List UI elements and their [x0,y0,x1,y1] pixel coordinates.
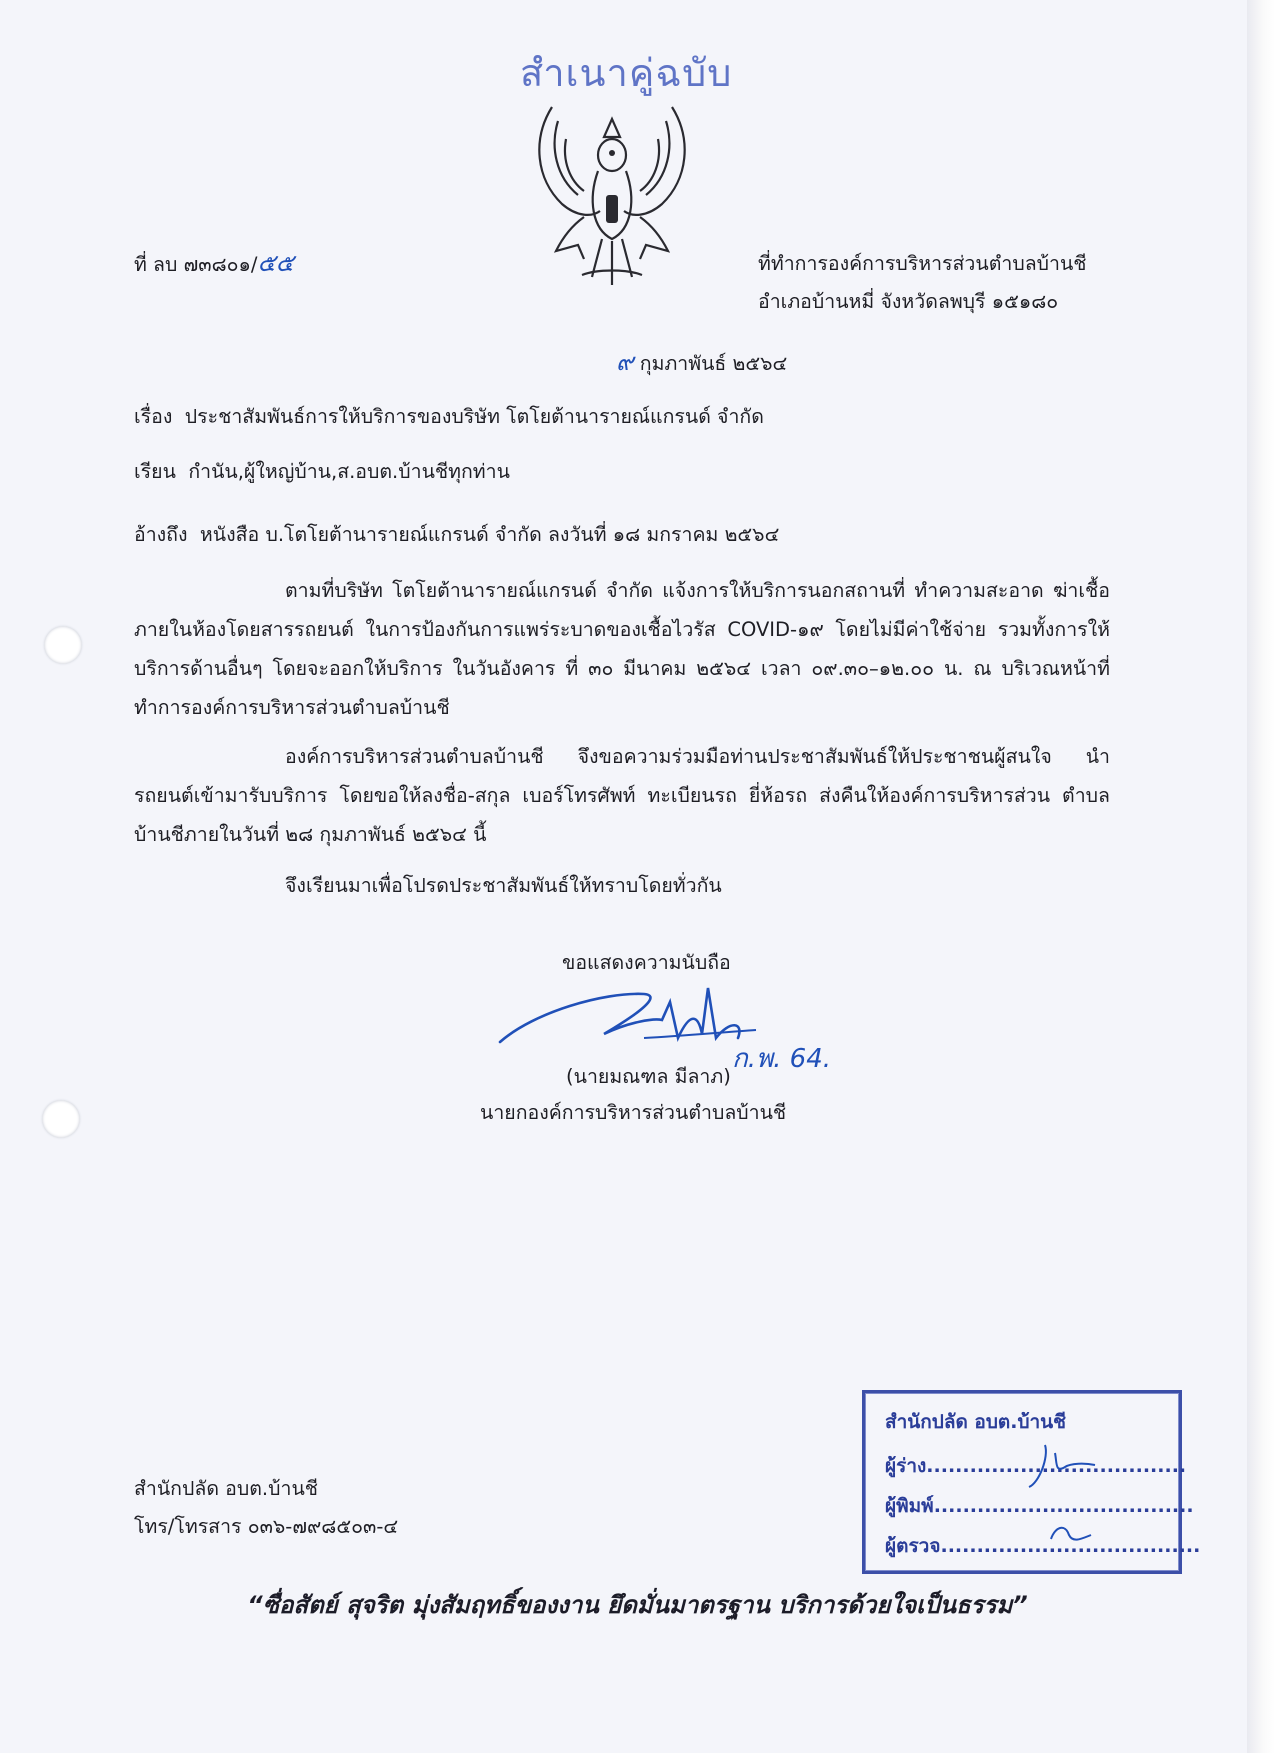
letter-date [616,349,787,377]
garuda-emblem-icon [522,99,702,289]
subject-line [134,404,764,430]
body-paragraph-2-text: องค์การบริหารส่วนตำบลบ้านชี จึงขอความร่วมมือท่านประชาสัมพันธ์ให้ประชาชนผู้สนใจ นำรถยนต์เข้ามารับบริการ โดยขอให้ลงชื่อ-สกุล เบอร์โทรศัพท์ ทะเบียนรถ ยี่ห้อรถ ส่งคืนให้องค์การบริหารส่วน ตำบลบ้านชีภายในวันที่ ๒๘ กุมภาพันธ์ ๒๕๖๔ นี้ [134,745,1110,846]
document-number-handwritten: ๕๕ [257,249,294,277]
office-address-line-1: ที่ทำการองค์การบริหารส่วนตำบลบ้านชี [758,252,1087,275]
typist-dots: .................................... [933,1495,1194,1517]
salutation: ขอแสดงความนับถือ [562,951,731,974]
reference-label: อ้างถึง [134,523,188,546]
copy-stamp: สำเนาคู่ฉบับ [520,51,733,95]
date-text: กุมภาพันธ์ ๒๕๖๔ [639,352,788,375]
date-day-handwritten: ๙ [616,348,634,376]
drafter-label: ผู้ร่าง [885,1455,927,1477]
approval-stamp-title: สำนักปลัด อบต.บ้านชี [885,1411,1067,1433]
recipient-line [134,459,510,485]
signer-name: (นายมณฑล มีลาภ) [566,1065,731,1088]
organization-motto: “ซื่อสัตย์ สุจริต มุ่งสัมฤทธิ์ของงาน ยึดมั่นมาตรฐาน บริการด้วยใจเป็นธรรม” [247,1591,1028,1619]
reference-text: หนังสือ บ.โตโยต้านารายณ์แกรนด์ จำกัด ลงวันที่ ๑๘ มกราคม ๒๕๖๔ [199,523,780,546]
footer-department: สำนักปลัด อบต.บ้านชี [134,1477,319,1500]
subject-label: เรื่อง [134,405,173,428]
reference-line [134,522,779,548]
approval-stamp [862,1390,1201,1574]
approval-initials-handwriting [1025,1443,1135,1553]
footer-phone: โทร/โทรสาร ๐๓๖-๗๙๘๕๐๓-๔ [134,1515,399,1538]
document-number-prefix: ที่ ลบ ๗๓๘๐๑/ [134,253,258,276]
signer-position: นายกองค์การบริหารส่วนตำบลบ้านชี [480,1101,787,1124]
closing-line: จึงเรียนมาเพื่อโปรดประชาสัมพันธ์ให้ทราบโดยทั่วกัน [285,874,722,897]
punch-hole-bottom [42,1100,80,1138]
page-edge [1247,0,1275,1753]
punch-hole-top [44,626,82,664]
body-paragraph-1 [134,571,1110,727]
typist-label: ผู้พิมพ์ [885,1495,934,1517]
recipient-label: เรียน [134,460,176,483]
body-paragraph-1-text: ตามที่บริษัท โตโยต้านารายณ์แกรนด์ จำกัด แจ้งการให้บริการนอกสถานที่ ทำความสะอาด ฆ่าเชื้อภายในห้องโดยสารรถยนต์ ในการป้องกันการแพร่ระบาดของเชื้อไวรัส COVID-๑๙ โดยไม่มีค่าใช้จ่าย รวมทั้งการให้บริการด้านอื่นๆ โดยจะออกให้บริการ ในวันอังคาร ที่ ๓๐ มีนาคม ๒๕๖๔ เวลา ๐๙.๓๐–๑๒.๐๐ น. ณ บริเวณหน้าที่ทำการองค์การบริหารส่วนตำบลบ้านชี [134,579,1110,719]
office-address-line-2: อำเภอบ้านหมี่ จังหวัดลพบุรี ๑๕๑๘๐ [758,290,1059,313]
body-paragraph-2 [134,737,1110,854]
subject-text: ประชาสัมพันธ์การให้บริการของบริษัท โตโยต้านารายณ์แกรนด์ จำกัด [184,405,764,428]
checker-dots: .................................... [940,1535,1201,1557]
signature-date-handwritten: ก.พ. 64. [732,1044,832,1074]
checker-label: ผู้ตรวจ [885,1535,941,1557]
document-number [134,250,294,278]
recipient-text: กำนัน,ผู้ใหญ่บ้าน,ส.อบต.บ้านชีทุกท่าน [188,460,510,483]
drafter-dots: .................................... [926,1455,1187,1477]
